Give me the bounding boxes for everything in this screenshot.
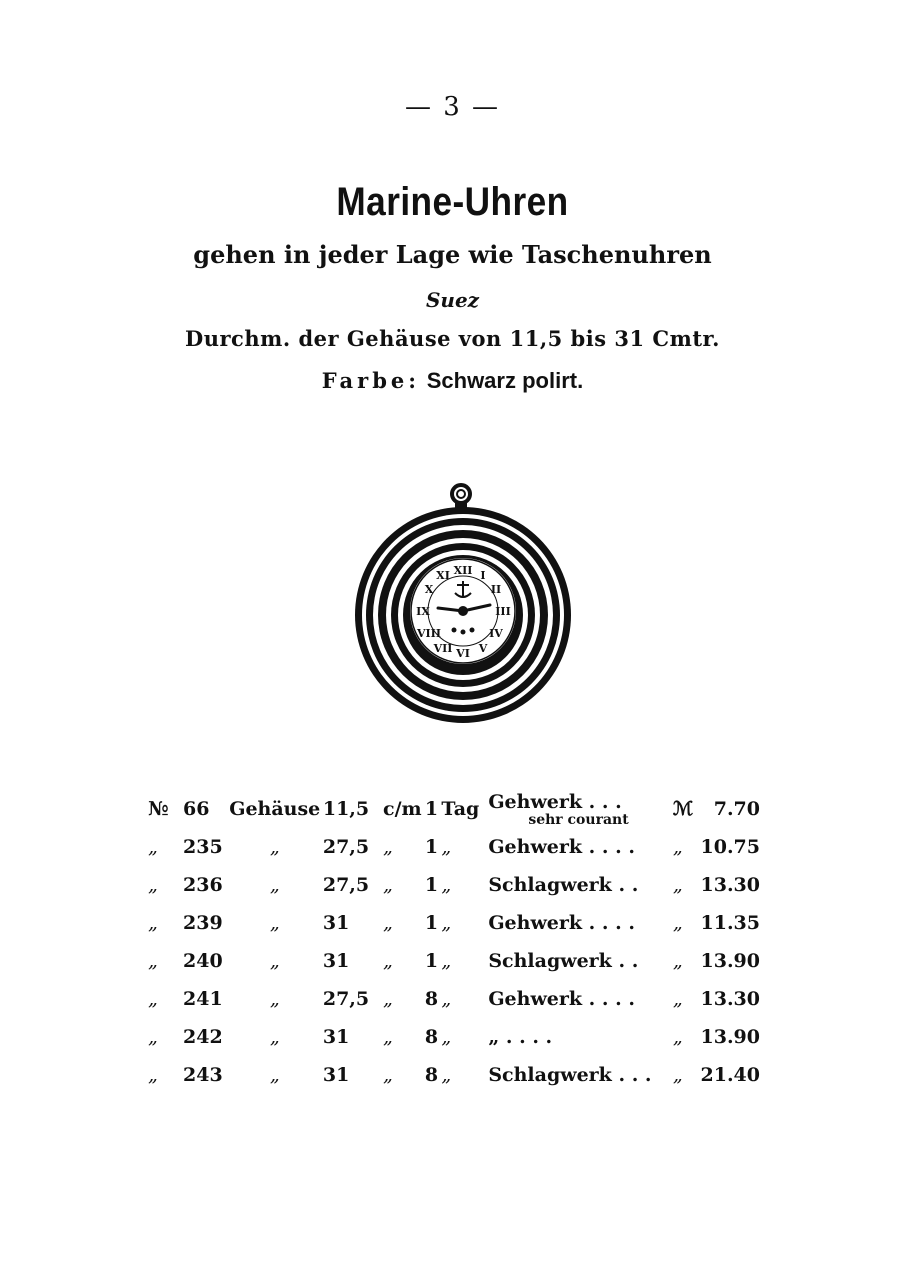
case-size xyxy=(323,828,383,866)
item-prefix-text: „ xyxy=(148,1064,158,1086)
day-unit-text: Tag xyxy=(441,798,480,820)
svg-text:III: III xyxy=(495,605,511,618)
movement-type-text: „ . . . . xyxy=(488,1026,553,1048)
table-row xyxy=(148,904,760,942)
run-days xyxy=(422,866,442,904)
svg-text:V: V xyxy=(478,642,488,655)
currency-symbol-text: „ xyxy=(672,836,683,858)
item-prefix-text: „ xyxy=(148,1026,158,1048)
item-prefix xyxy=(148,1056,183,1094)
case-size-text: 31 xyxy=(322,912,350,934)
svg-text:II: II xyxy=(490,583,502,596)
case-label-text: „ xyxy=(269,1026,280,1048)
movement-type-text: Schlagwerk . . . xyxy=(488,1064,652,1086)
movement-type-text: Schlagwerk . . xyxy=(488,950,639,972)
case-size xyxy=(323,904,383,942)
case-label-text: „ xyxy=(269,988,280,1010)
item-number-text: 243 xyxy=(183,1064,223,1086)
table-row xyxy=(148,1056,760,1094)
price-table xyxy=(148,790,760,1094)
size-unit-text: c/m xyxy=(383,798,422,820)
item-prefix-text: „ xyxy=(148,988,158,1010)
movement-type xyxy=(488,866,673,904)
color-value: Schwarz polirt. xyxy=(426,368,584,393)
run-days xyxy=(422,790,442,828)
case-size xyxy=(323,1056,383,1094)
movement-type xyxy=(488,828,673,866)
page-number: — 3 — xyxy=(404,92,501,122)
page-subtitle: gehen in jeder Lage wie Taschenuhren xyxy=(193,240,712,269)
run-days xyxy=(422,942,442,980)
item-number xyxy=(183,828,227,866)
item-number xyxy=(183,904,227,942)
case-label-text: „ xyxy=(269,836,280,858)
item-number xyxy=(183,980,227,1018)
marine-clock-icon xyxy=(350,480,580,730)
size-unit-text: „ xyxy=(383,988,393,1010)
case-label xyxy=(227,1056,323,1094)
case-label xyxy=(227,904,323,942)
movement-type xyxy=(488,1018,673,1056)
price-text: 10.75 xyxy=(700,836,760,858)
day-unit xyxy=(441,1018,488,1056)
case-label-text: „ xyxy=(269,912,280,934)
day-unit-text: „ xyxy=(441,874,452,896)
currency-symbol-text: „ xyxy=(672,874,683,896)
currency-symbol xyxy=(673,828,701,866)
currency-symbol xyxy=(673,980,701,1018)
price xyxy=(701,1056,761,1094)
size-unit xyxy=(383,942,422,980)
case-label-text: „ xyxy=(269,950,280,972)
item-number-text: 236 xyxy=(183,874,223,896)
case-size-text: 11,5 xyxy=(322,798,370,820)
case-label xyxy=(227,790,323,828)
case-size-text: 31 xyxy=(322,1064,350,1086)
item-prefix xyxy=(148,980,183,1018)
item-number xyxy=(183,1056,227,1094)
item-number xyxy=(183,866,227,904)
run-days xyxy=(422,828,442,866)
case-label xyxy=(227,942,323,980)
case-size-text: 27,5 xyxy=(322,988,370,1010)
svg-text:IV: IV xyxy=(489,627,503,640)
case-label xyxy=(227,1018,323,1056)
table-row xyxy=(148,866,760,904)
item-prefix-text: „ xyxy=(148,912,158,934)
currency-symbol xyxy=(673,790,701,828)
price xyxy=(701,1018,761,1056)
price-text: 13.30 xyxy=(700,874,760,896)
price-text: 13.90 xyxy=(700,1026,760,1048)
item-prefix xyxy=(148,866,183,904)
color-label: Farbe: xyxy=(321,368,421,393)
item-number-text: 241 xyxy=(183,988,223,1010)
table-row xyxy=(148,980,760,1018)
case-label xyxy=(227,828,323,866)
run-days-text: 8 xyxy=(424,1026,439,1048)
run-days xyxy=(422,1056,442,1094)
size-unit xyxy=(383,1018,422,1056)
item-number-text: 235 xyxy=(183,836,223,858)
case-size-text: 27,5 xyxy=(322,874,370,896)
run-days-text: 8 xyxy=(424,1064,439,1086)
day-unit xyxy=(441,942,488,980)
case-size xyxy=(323,1018,383,1056)
run-days-text: 1 xyxy=(424,950,439,972)
case-label xyxy=(227,980,323,1018)
page-title: Marine-Uhren xyxy=(336,180,569,224)
case-label xyxy=(227,866,323,904)
price-text: 13.90 xyxy=(700,950,760,972)
case-size-text: 27,5 xyxy=(322,836,370,858)
case-size xyxy=(323,980,383,1018)
price xyxy=(701,942,761,980)
price xyxy=(701,828,761,866)
svg-text:XII: XII xyxy=(453,564,473,577)
price xyxy=(701,904,761,942)
currency-symbol-text: „ xyxy=(672,988,683,1010)
currency-symbol-text: „ xyxy=(672,1026,683,1048)
day-unit xyxy=(441,904,488,942)
marine-clock-illustration xyxy=(350,480,580,730)
item-number-text: 240 xyxy=(183,950,223,972)
currency-symbol-text: „ xyxy=(672,912,683,934)
price-text: 13.30 xyxy=(700,988,760,1010)
case-size xyxy=(323,942,383,980)
size-unit xyxy=(383,904,422,942)
movement-type xyxy=(488,904,673,942)
svg-text:IX: IX xyxy=(416,605,430,618)
item-prefix xyxy=(148,904,183,942)
movement-type-text: Gehwerk . . . xyxy=(488,791,622,813)
day-unit xyxy=(441,866,488,904)
model-name: Suez xyxy=(425,288,480,312)
day-unit-text: „ xyxy=(441,836,452,858)
svg-text:VII: VII xyxy=(433,642,453,655)
size-unit xyxy=(383,980,422,1018)
run-days xyxy=(422,980,442,1018)
run-days-text: 1 xyxy=(424,874,439,896)
item-prefix xyxy=(148,790,183,828)
item-prefix xyxy=(148,828,183,866)
currency-symbol-text: ℳ xyxy=(672,798,694,820)
size-unit-text: „ xyxy=(383,874,393,896)
price xyxy=(701,866,761,904)
case-size xyxy=(323,866,383,904)
run-days xyxy=(422,904,442,942)
run-days xyxy=(422,1018,442,1056)
run-days-text: 1 xyxy=(424,912,439,934)
table-row xyxy=(148,1018,760,1056)
movement-type xyxy=(488,980,673,1018)
day-unit-text: „ xyxy=(441,988,452,1010)
case-label-text: Gehäuse xyxy=(229,798,321,820)
price-text: 11.35 xyxy=(700,912,760,934)
day-unit-text: „ xyxy=(441,912,452,934)
currency-symbol xyxy=(673,1056,701,1094)
item-prefix xyxy=(148,942,183,980)
size-unit-text: „ xyxy=(383,912,393,934)
movement-type xyxy=(488,1056,673,1094)
movement-type xyxy=(488,942,673,980)
currency-symbol xyxy=(673,866,701,904)
price xyxy=(701,980,761,1018)
svg-text:I: I xyxy=(480,569,486,582)
item-note: sehr courant xyxy=(528,812,629,828)
svg-text:VIII: VIII xyxy=(417,627,441,640)
item-number-text: 239 xyxy=(183,912,223,934)
size-unit-text: „ xyxy=(383,1026,393,1048)
run-days-text: 8 xyxy=(424,988,439,1010)
diameter-line: Durchm. der Gehäuse von 11,5 bis 31 Cmtr. xyxy=(185,326,720,351)
currency-symbol xyxy=(673,904,701,942)
table-row xyxy=(148,942,760,980)
day-unit xyxy=(441,828,488,866)
table-row xyxy=(148,790,760,828)
item-number xyxy=(183,790,227,828)
currency-symbol-text: „ xyxy=(672,950,683,972)
case-label-text: „ xyxy=(269,874,280,896)
movement-type xyxy=(488,790,673,828)
currency-symbol xyxy=(673,1018,701,1056)
case-size-text: 31 xyxy=(322,950,350,972)
size-unit xyxy=(383,790,422,828)
run-days-text: 1 xyxy=(424,836,439,858)
item-number-text: 242 xyxy=(183,1026,223,1048)
color-line xyxy=(0,368,905,394)
day-unit-text: „ xyxy=(441,1026,452,1048)
price-text: 21.40 xyxy=(700,1064,760,1086)
day-unit xyxy=(441,790,488,828)
day-unit-text: „ xyxy=(441,950,452,972)
day-unit xyxy=(441,980,488,1018)
day-unit xyxy=(441,1056,488,1094)
run-days-text: 1 xyxy=(424,798,439,820)
movement-type-text: Gehwerk . . . . xyxy=(488,836,635,858)
case-label-text: „ xyxy=(269,1064,280,1086)
currency-symbol-text: „ xyxy=(672,1064,683,1086)
svg-text:XI: XI xyxy=(436,569,450,582)
size-unit xyxy=(383,828,422,866)
item-prefix-text: „ xyxy=(148,836,158,858)
size-unit-text: „ xyxy=(383,1064,393,1086)
movement-type-text: Gehwerk . . . . xyxy=(488,988,635,1010)
movement-type-text: Schlagwerk . . xyxy=(488,874,639,896)
item-prefix-text: „ xyxy=(148,950,158,972)
price-text: 7.70 xyxy=(713,798,760,820)
svg-text:VI: VI xyxy=(456,647,470,660)
case-size-text: 31 xyxy=(322,1026,350,1048)
price xyxy=(701,790,761,828)
size-unit xyxy=(383,866,422,904)
item-number xyxy=(183,1018,227,1056)
item-prefix-text: „ xyxy=(148,874,158,896)
item-prefix-text: № xyxy=(148,798,169,820)
item-number xyxy=(183,942,227,980)
size-unit-text: „ xyxy=(383,950,393,972)
currency-symbol xyxy=(673,942,701,980)
size-unit-text: „ xyxy=(383,836,393,858)
item-number-text: 66 xyxy=(183,798,210,820)
day-unit-text: „ xyxy=(441,1064,452,1086)
svg-text:X: X xyxy=(424,583,434,596)
table-row xyxy=(148,828,760,866)
item-prefix xyxy=(148,1018,183,1056)
size-unit xyxy=(383,1056,422,1094)
case-size xyxy=(323,790,383,828)
movement-type-text: Gehwerk . . . . xyxy=(488,912,635,934)
